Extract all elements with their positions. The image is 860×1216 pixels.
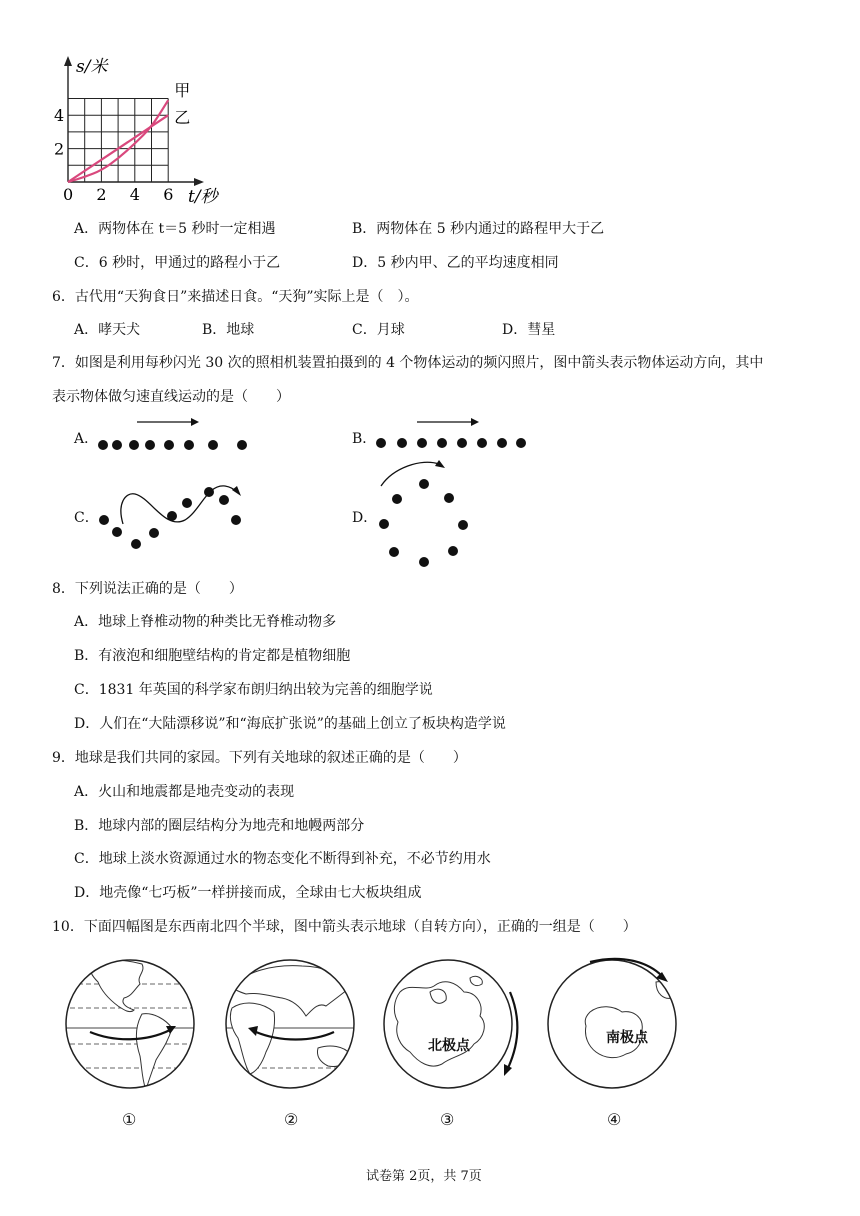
- x-axis-label: t/秒: [188, 187, 218, 207]
- flash-dots: [98, 440, 247, 450]
- south-pole-label: 南极点: [606, 1030, 648, 1046]
- q7-option-b[interactable]: B．: [352, 431, 377, 447]
- y-tick-label: 4: [54, 106, 65, 126]
- q7-stem-line1: 7．如图是利用每秒闪光 30 次的照相机装置拍摄到的 4 个物体运动的频闪照片，图中箭头表示物体运动方向，其中: [52, 355, 764, 371]
- q8-option-d[interactable]: D．人们在“大陆漂移说”和“海底扩张说”的基础上创立了板块构造学说: [74, 716, 506, 732]
- graph-grid: [68, 99, 168, 183]
- q10-stem: 10．下面四幅图是东西南北四个半球，图中箭头表示地球（自转方向），正确的一组是（ ）: [52, 919, 637, 935]
- q6-option-a[interactable]: A．哮天犬: [74, 322, 141, 338]
- q6-option-c[interactable]: C．月球: [352, 322, 405, 338]
- q7-figure-a: [95, 412, 255, 456]
- st-graph: [48, 50, 228, 210]
- q9-option-b[interactable]: B．地球内部的圈层结构分为地壳和地幔两部分: [74, 818, 365, 834]
- globe-label-3: ③: [440, 1110, 455, 1129]
- globe-northern-hemisphere: [380, 952, 526, 1100]
- x-tick-label: 6: [163, 185, 174, 204]
- q7-option-a[interactable]: A．: [74, 431, 99, 447]
- q9-option-c[interactable]: C．地球上淡水资源通过水的物态变化不断得到补充，不必节约用水: [74, 851, 491, 867]
- north-pole-label: 北极点: [428, 1038, 470, 1054]
- arrowhead: [232, 486, 241, 496]
- x-axis-arrow: [194, 178, 204, 186]
- q9-option-d[interactable]: D．地壳像“七巧板”一样拼接而成，全球由七大板块组成: [74, 885, 422, 901]
- flash-dots: [99, 487, 241, 549]
- flash-dots: [376, 438, 526, 448]
- motion-arrow: [381, 462, 439, 486]
- q5-option-d[interactable]: D．5 秒内甲、乙的平均速度相同: [352, 255, 559, 271]
- q6-option-d[interactable]: D．彗星: [502, 322, 556, 338]
- q8-option-a[interactable]: A．地球上脊椎动物的种类比无脊椎动物多: [74, 614, 337, 630]
- globe-label-1: ①: [122, 1110, 137, 1129]
- q7-figure-b: [373, 412, 533, 456]
- series-label: 乙: [174, 108, 191, 128]
- y-axis-arrow: [64, 56, 72, 66]
- q7-figure-c: [95, 474, 255, 554]
- q7-option-d[interactable]: D．: [352, 510, 378, 526]
- q8-option-c[interactable]: C．1831 年英国的科学家布朗归纳出较为完善的细胞学说: [74, 682, 433, 698]
- q9-option-a[interactable]: A．火山和地震都是地壳变动的表现: [74, 784, 295, 800]
- y-tick-label: 2: [54, 139, 65, 159]
- q5-option-a[interactable]: A．两物体在 t＝5 秒时一定相遇: [74, 221, 276, 237]
- flash-dots: [379, 479, 468, 567]
- x-tick-label: 2: [96, 185, 107, 204]
- page-footer: 试卷第 2页，共 7页: [366, 1169, 482, 1184]
- globe-label-4: ④: [607, 1110, 622, 1129]
- q7-option-c[interactable]: C．: [74, 510, 99, 526]
- q6-stem: 6．古代用“天狗食日”来描述日食。“天狗”实际上是（ ）。: [52, 289, 419, 305]
- x-tick-label: 0: [63, 185, 74, 204]
- q9-stem: 9．地球是我们共同的家园。下列有关地球的叙述正确的是（ ）: [52, 750, 467, 766]
- motion-arrow: [121, 486, 237, 524]
- x-tick-label: 4: [129, 185, 140, 204]
- y-axis-label: s/米: [76, 57, 108, 77]
- globe-eastern-hemisphere: [222, 956, 358, 1096]
- arrowhead: [471, 418, 479, 426]
- q7-stem-line2: 表示物体做匀速直线运动的是（ ）: [52, 389, 290, 405]
- globe-southern-hemisphere: [544, 952, 690, 1100]
- globe-label-2: ②: [284, 1110, 299, 1129]
- q8-stem: 8．下列说法正确的是（ ）: [52, 581, 243, 597]
- q5-option-c[interactable]: C．6 秒时，甲通过的路程小于乙: [74, 255, 281, 271]
- q5-option-b[interactable]: B．两物体在 5 秒内通过的路程甲大于乙: [352, 221, 605, 237]
- series-label: 甲: [174, 81, 191, 101]
- q6-option-b[interactable]: B．地球: [202, 322, 255, 338]
- south-america-tip-outline: [640, 1080, 662, 1092]
- arrowhead: [191, 418, 199, 426]
- arrowhead: [435, 460, 445, 468]
- q7-figure-d: [373, 456, 483, 570]
- globe-western-hemisphere: [62, 956, 198, 1096]
- q8-option-b[interactable]: B．有液泡和细胞壁结构的肯定都是植物细胞: [74, 648, 351, 664]
